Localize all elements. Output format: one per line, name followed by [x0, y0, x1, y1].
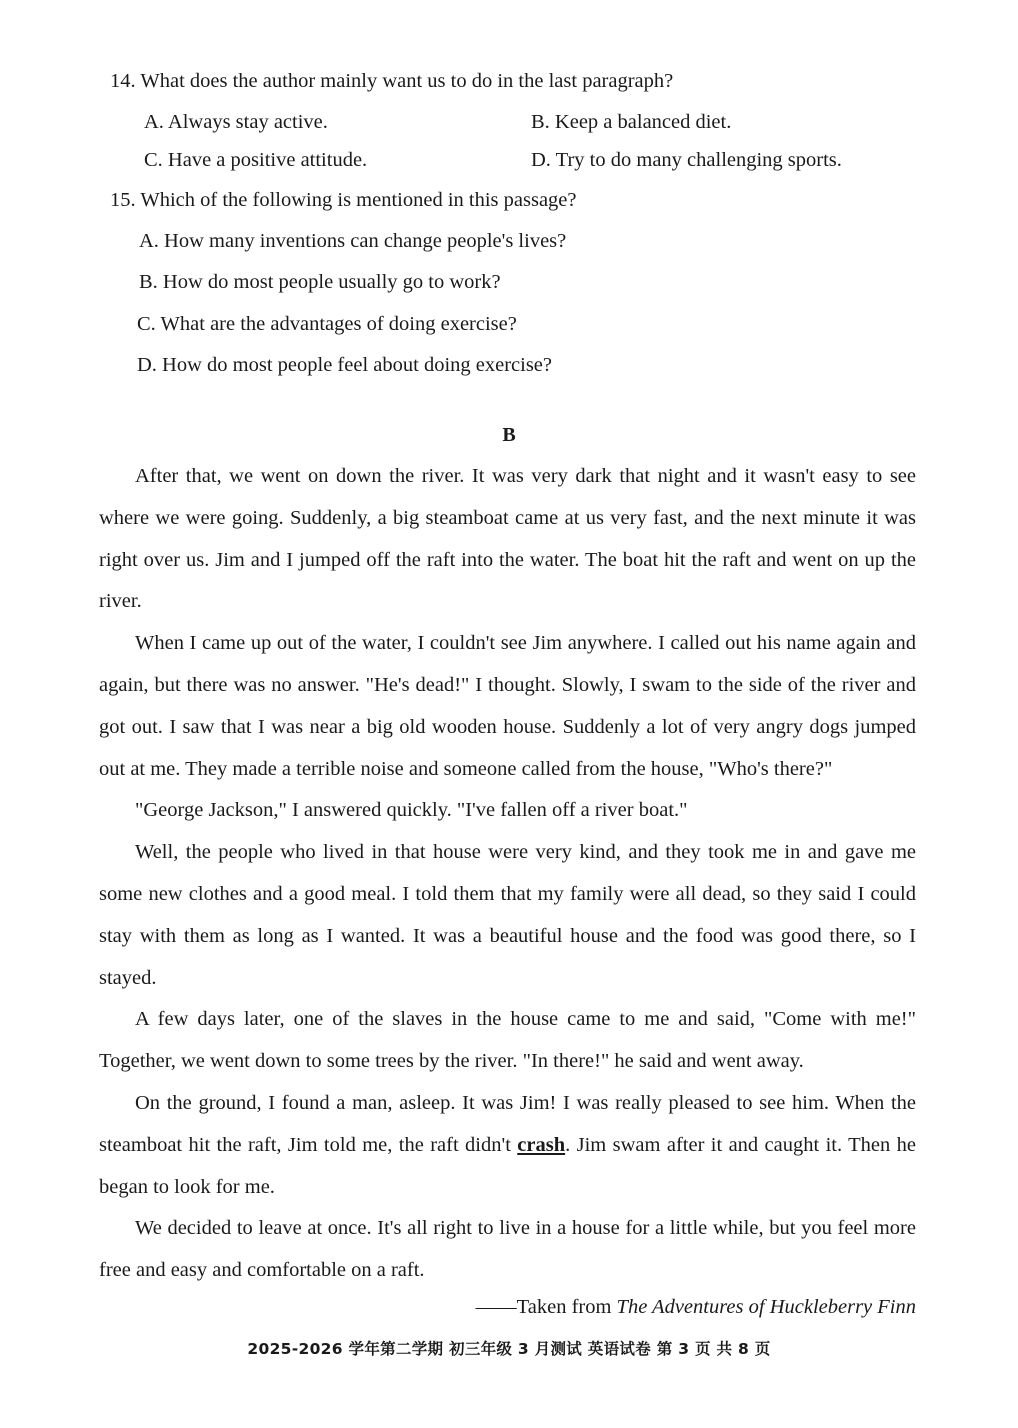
option-b: B. How do most people usually go to work? [139, 271, 501, 293]
underlined-keyword: crash [517, 1133, 566, 1156]
question-15-stem [110, 189, 577, 212]
page-footer: 2025-2026 学年第二学期 初三年级 3 月测试 英语试卷 第 3 页 共 8 页 [247, 1340, 771, 1358]
reading-passage [99, 456, 916, 1292]
passage-paragraph [99, 1083, 916, 1208]
option-d: D. Try to do many challenging sports. [531, 149, 842, 171]
question-14-stem [110, 70, 673, 93]
paragraph-text: On the ground, I found a man, asleep. It was Jim! I was really pleased to see him. When the steamboat hit the raft, Jim told me, the raft didn't [99, 1091, 916, 1156]
passage-paragraph: "George Jackson," I answered quickly. "I've fallen off a river boat." [135, 799, 688, 822]
section-title: B [502, 424, 516, 446]
passage-paragraph: Well, the people who lived in that house were very kind, and they took me in and gave me some new clothes and a good meal. I told them that my family were all dead, so they said I could stay with them as long as I wanted. It was a beautiful house and the food was good there, so I stayed. [99, 841, 916, 989]
source-attribution [476, 1296, 916, 1319]
option-c: C. What are the advantages of doing exercise? [137, 313, 517, 335]
option-a: A. How many inventions can change people's lives? [139, 230, 567, 252]
option-d: D. How do most people feel about doing exercise? [137, 354, 553, 376]
passage-paragraph: We decided to leave at once. It's all right to live in a house for a little while, but you feel more free and easy and comfortable on a raft. [99, 1217, 916, 1282]
passage-paragraph: When I came up out of the water, I couldn't see Jim anywhere. I called out his name again and again, but there was no answer. "He's dead!" I thought. Slowly, I swam to the side of the river and got out. I saw that I was near a big old wooden house. Suddenly a lot of very angry dogs jumped out at me. They made a terrible noise and someone called from the house, "Who's there?" [99, 632, 916, 780]
paragraph-text: . Jim swam after it and caught it. Then he began to look for me. [99, 1133, 916, 1198]
source-title: The Adventures of Huckleberry Finn [616, 1296, 916, 1318]
passage-paragraph: After that, we went on down the river. It was very dark that night and it wasn't easy to see where we were going. Suddenly, a big steamboat came at us very fast, and the next minute it was right over us. Jim and I jumped off the raft into the water. The boat hit the raft and went on up the river. [99, 465, 916, 613]
passage-paragraph: A few days later, one of the slaves in the house came to me and said, "Come with me!" Together, we went down to some trees by the river. "In there!" he said and went away. [99, 1008, 916, 1073]
option-b: B. Keep a balanced diet. [531, 111, 732, 133]
question-number: 14. [110, 70, 136, 92]
question-text: What does the author mainly want us to do in the last paragraph? [140, 70, 674, 92]
option-c: C. Have a positive attitude. [144, 149, 368, 171]
question-number: 15. [110, 189, 136, 211]
option-a: A. Always stay active. [144, 111, 328, 133]
question-text: Which of the following is mentioned in this passage? [140, 189, 577, 211]
source-prefix: ——Taken from [475, 1296, 617, 1318]
